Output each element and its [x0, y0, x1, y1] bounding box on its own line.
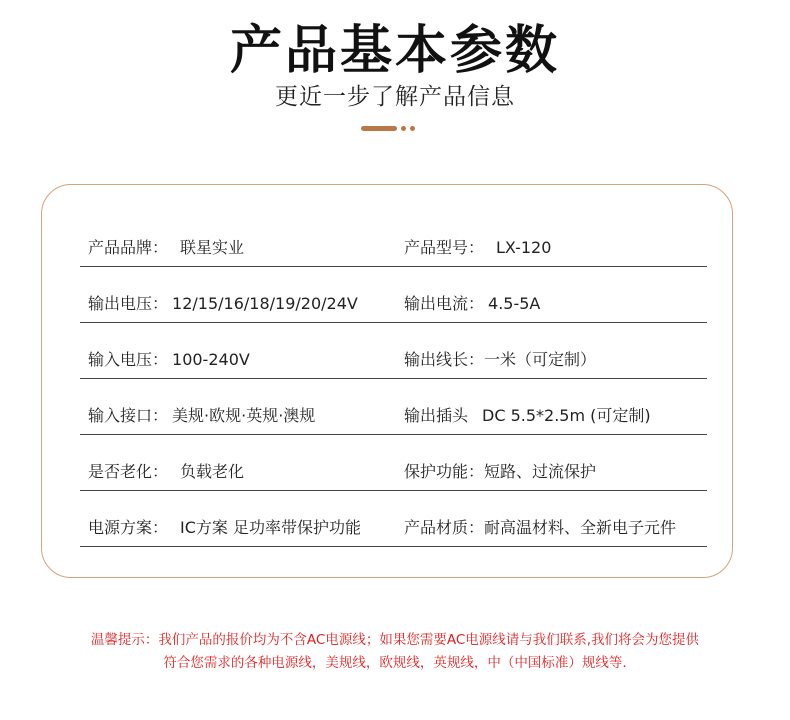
param-power-scheme — [88, 515, 361, 538]
param-label: 输出线长： — [404, 350, 485, 369]
param-protection — [404, 459, 596, 482]
param-value: 耐高温材料、全新电子元件 — [484, 518, 677, 537]
param-label: 产品材质： — [404, 518, 485, 537]
param-label: 输入接口： — [88, 406, 169, 425]
param-row-input-plug — [80, 378, 707, 435]
param-brand — [88, 235, 244, 258]
param-label: 输入电压： — [88, 350, 169, 369]
param-value: IC方案 足功率带保护功能 — [180, 518, 361, 537]
param-output-current — [404, 291, 540, 314]
param-value: 联星实业 — [180, 238, 245, 257]
divider-dot — [410, 126, 415, 131]
param-input-plug — [88, 403, 315, 426]
param-value: 4.5-5A — [488, 294, 541, 313]
param-value: 一米（可定制） — [484, 350, 597, 369]
param-row-power-scheme — [80, 490, 707, 547]
param-row-output-voltage — [80, 266, 707, 323]
decorative-divider — [361, 126, 421, 131]
param-label: 输出插头 — [404, 406, 469, 425]
param-value: 负载老化 — [180, 462, 245, 481]
param-label: 产品品牌： — [88, 238, 169, 257]
param-label: 产品型号： — [404, 238, 485, 257]
param-label: 是否老化： — [88, 462, 169, 481]
param-value: LX-120 — [496, 238, 552, 257]
divider-dot — [401, 126, 406, 131]
param-label: 保护功能： — [404, 462, 485, 481]
notice-line-1: 温馨提示：我们产品的报价均为不含AC电源线；如果您需要AC电源线请与我们联系,我们将会为您提供 — [90, 632, 700, 648]
divider-bar — [361, 126, 397, 131]
param-value: 100-240V — [172, 350, 250, 369]
param-value: DC 5.5*2.5m (可定制) — [482, 406, 651, 425]
param-input-voltage — [88, 347, 250, 370]
param-cable-length — [404, 347, 596, 370]
param-output-voltage — [88, 291, 358, 314]
param-label: 电源方案： — [88, 518, 169, 537]
param-row-aging — [80, 434, 707, 491]
param-value: 美规·欧规·英规·澳规 — [172, 406, 316, 425]
param-output-plug — [404, 403, 651, 426]
param-aging — [88, 459, 244, 482]
param-model — [404, 235, 551, 258]
param-label: 输出电压： — [88, 294, 169, 313]
param-value: 短路、过流保护 — [484, 462, 597, 481]
notice-line-2: 符合您需求的各种电源线，美规线，欧规线，英规线，中（中国标准）规线等. — [163, 655, 627, 671]
param-material — [404, 515, 676, 538]
page-title: 产品基本参数 — [229, 21, 560, 81]
param-row-input-voltage — [80, 322, 707, 379]
param-row-brand — [80, 210, 707, 267]
page-subtitle: 更近一步了解产品信息 — [275, 84, 515, 110]
param-value: 12/15/16/18/19/20/24V — [172, 294, 358, 313]
param-label: 输出电流： — [404, 294, 485, 313]
